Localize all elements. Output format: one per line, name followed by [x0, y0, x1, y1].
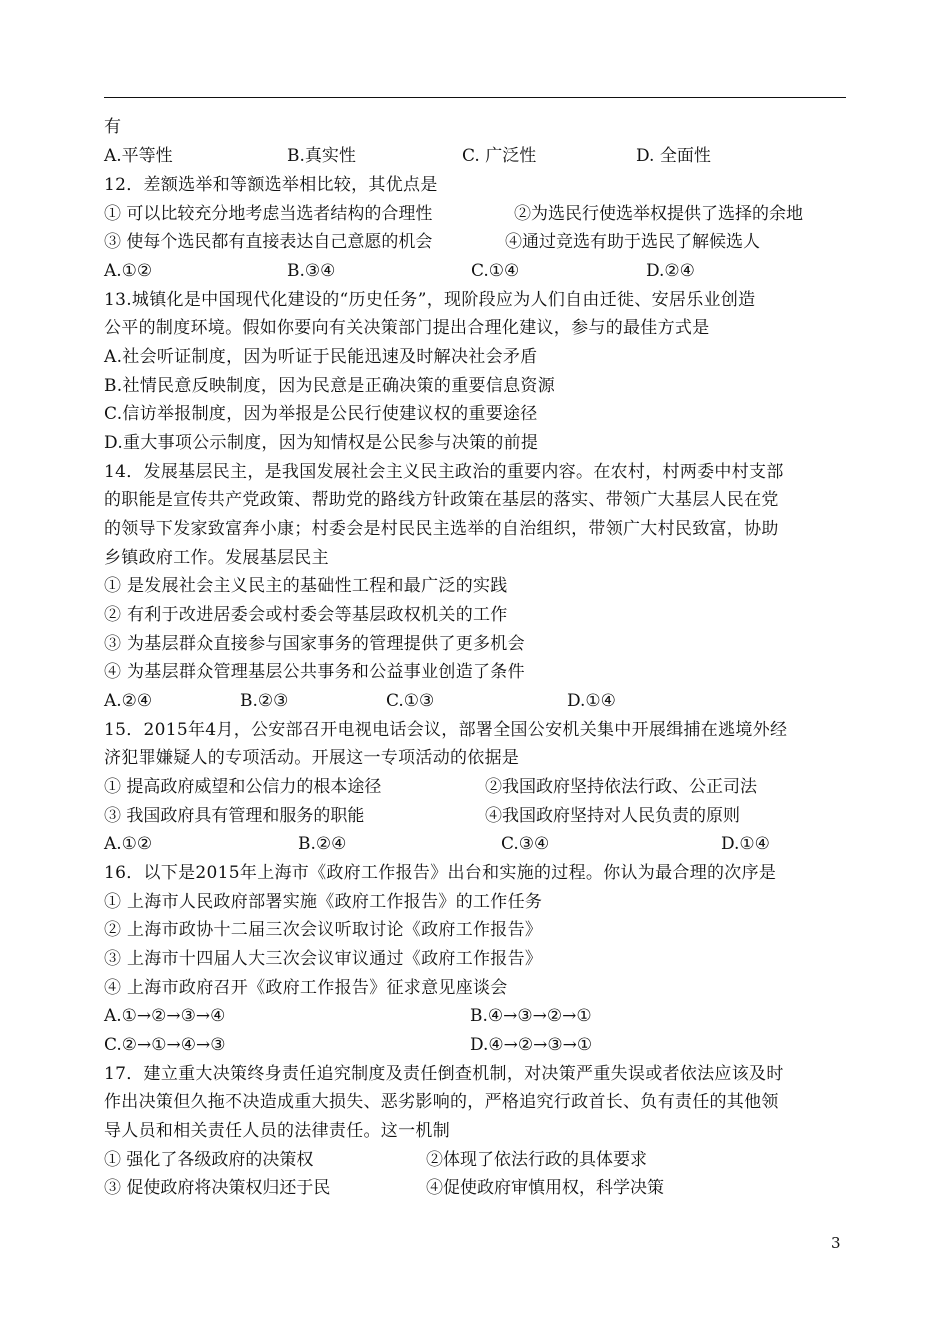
q15-statement-2: ②我国政府坚持依法行政、公正司法 [485, 777, 757, 797]
q11-option-b: B.真实性 [287, 146, 356, 166]
q16-stem: 16．以下是2015年上海市《政府工作报告》出台和实施的过程。你认为最合理的次序是 [104, 863, 777, 883]
q15-stem-line-1: 15．2015年4月，公安部召开电视电话会议，部署全国公安机关集中开展缉捕在逃境外经 [104, 720, 788, 740]
q14-stem-line-2: 的职能是宣传共产党政策、帮助党的路线方针政策在基层的落实、带领广大基层人民在党 [104, 490, 779, 510]
q16-option-c: C.②→①→④→③ [104, 1035, 226, 1055]
q12-statement-1: ① 可以比较充分地考虑当选者结构的合理性 [104, 204, 433, 224]
header-rule [104, 97, 846, 98]
q15-option-d: D.①④ [721, 834, 770, 854]
q16-statement-2: ② 上海市政协十二届三次会议听取讨论《政府工作报告》 [104, 920, 543, 940]
q17-stem-line-1: 17．建立重大决策终身责任追究制度及责任倒查机制，对决策严重失误或者依法应该及时 [104, 1064, 784, 1084]
q12-option-d: D.②④ [646, 261, 695, 281]
q17-statement-4: ④促使政府审慎用权，科学决策 [426, 1178, 664, 1198]
q14-option-d: D.①④ [567, 691, 616, 711]
q15-statement-4: ④我国政府坚持对人民负责的原则 [485, 806, 740, 826]
q12-stem: 12．差额选举和等额选举相比较，其优点是 [104, 175, 438, 195]
q14-stem-line-3: 的领导下发家致富奔小康；村委会是村民民主选举的自治组织，带领广大村民致富，协助 [104, 519, 779, 539]
q12-statement-4: ④通过竞选有助于选民了解候选人 [505, 232, 760, 252]
q13-option-d: D.重大事项公示制度，因为知情权是公民参与决策的前提 [104, 433, 539, 453]
q16-option-a: A.①→②→③→④ [104, 1006, 226, 1026]
q16-statement-3: ③ 上海市十四届人大三次会议审议通过《政府工作报告》 [104, 949, 543, 969]
q14-statement-3: ③ 为基层群众直接参与国家事务的管理提供了更多机会 [104, 634, 525, 654]
q15-option-a: A.①② [104, 834, 153, 854]
q14-statement-2: ② 有利于改进居委会或村委会等基层政权机关的工作 [104, 605, 508, 625]
q15-statement-1: ① 提高政府威望和公信力的根本途径 [104, 777, 382, 797]
q15-option-c: C.③④ [501, 834, 550, 854]
q15-option-b: B.②④ [298, 834, 347, 854]
q12-option-a: A.①② [104, 261, 153, 281]
q12-statement-3: ③ 使每个选民都有直接表达自己意愿的机会 [104, 232, 433, 252]
q16-option-d: D.④→②→③→① [470, 1035, 593, 1055]
q11-option-d: D. 全面性 [636, 146, 711, 166]
q12-option-b: B.③④ [287, 261, 336, 281]
q17-statement-3: ③ 促使政府将决策权归还于民 [104, 1178, 331, 1198]
q13-option-b: B.社情民意反映制度，因为民意是正确决策的重要信息资源 [104, 376, 555, 396]
q13-stem-line-1: 13.城镇化是中国现代化建设的“历史任务”，现阶段应为人们自由迁徙、安居乐业创造 [104, 290, 756, 310]
q14-statement-1: ① 是发展社会主义民主的基础性工程和最广泛的实践 [104, 576, 508, 596]
q16-option-b: B.④→③→②→① [470, 1006, 592, 1026]
q14-option-b: B.②③ [240, 691, 289, 711]
q16-statement-1: ① 上海市人民政府部署实施《政府工作报告》的工作任务 [104, 892, 543, 912]
q14-stem-line-1: 14．发展基层民主，是我国发展社会主义民主政治的重要内容。在农村，村两委中村支部 [104, 462, 784, 482]
q11-option-c: C. 广泛性 [462, 146, 537, 166]
q11-continuation: 有 [104, 117, 122, 137]
q13-stem-line-2: 公平的制度环境。假如你要向有关决策部门提出合理化建议，参与的最佳方式是 [104, 318, 710, 338]
q15-statement-3: ③ 我国政府具有管理和服务的职能 [104, 806, 365, 826]
q14-stem-line-4: 乡镇政府工作。发展基层民主 [104, 548, 329, 568]
q11-option-a: A.平等性 [104, 146, 173, 166]
q13-option-c: C.信访举报制度，因为举报是公民行使建议权的重要途径 [104, 404, 538, 424]
q17-stem-line-2: 作出决策但久拖不决造成重大损失、恶劣影响的，严格追究行政首长、负有责任的其他领 [104, 1092, 779, 1112]
q16-statement-4: ④ 上海市政府召开《政府工作报告》征求意见座谈会 [104, 978, 508, 998]
q12-statement-2: ②为选民行使选举权提供了选择的余地 [514, 204, 803, 224]
q17-statement-2: ②体现了依法行政的具体要求 [426, 1150, 647, 1170]
q17-stem-line-3: 导人员和相关责任人员的法律责任。这一机制 [104, 1121, 450, 1141]
q14-statement-4: ④ 为基层群众管理基层公共事务和公益事业创造了条件 [104, 662, 525, 682]
page-number: 3 [831, 1234, 841, 1252]
q15-stem-line-2: 济犯罪嫌疑人的专项活动。开展这一专项活动的依据是 [104, 748, 520, 768]
q13-option-a: A.社会听证制度，因为听证于民能迅速及时解决社会矛盾 [104, 347, 538, 367]
q17-statement-1: ① 强化了各级政府的决策权 [104, 1150, 314, 1170]
q14-option-c: C.①③ [386, 691, 435, 711]
q14-option-a: A.②④ [104, 691, 153, 711]
q12-option-c: C.①④ [471, 261, 520, 281]
